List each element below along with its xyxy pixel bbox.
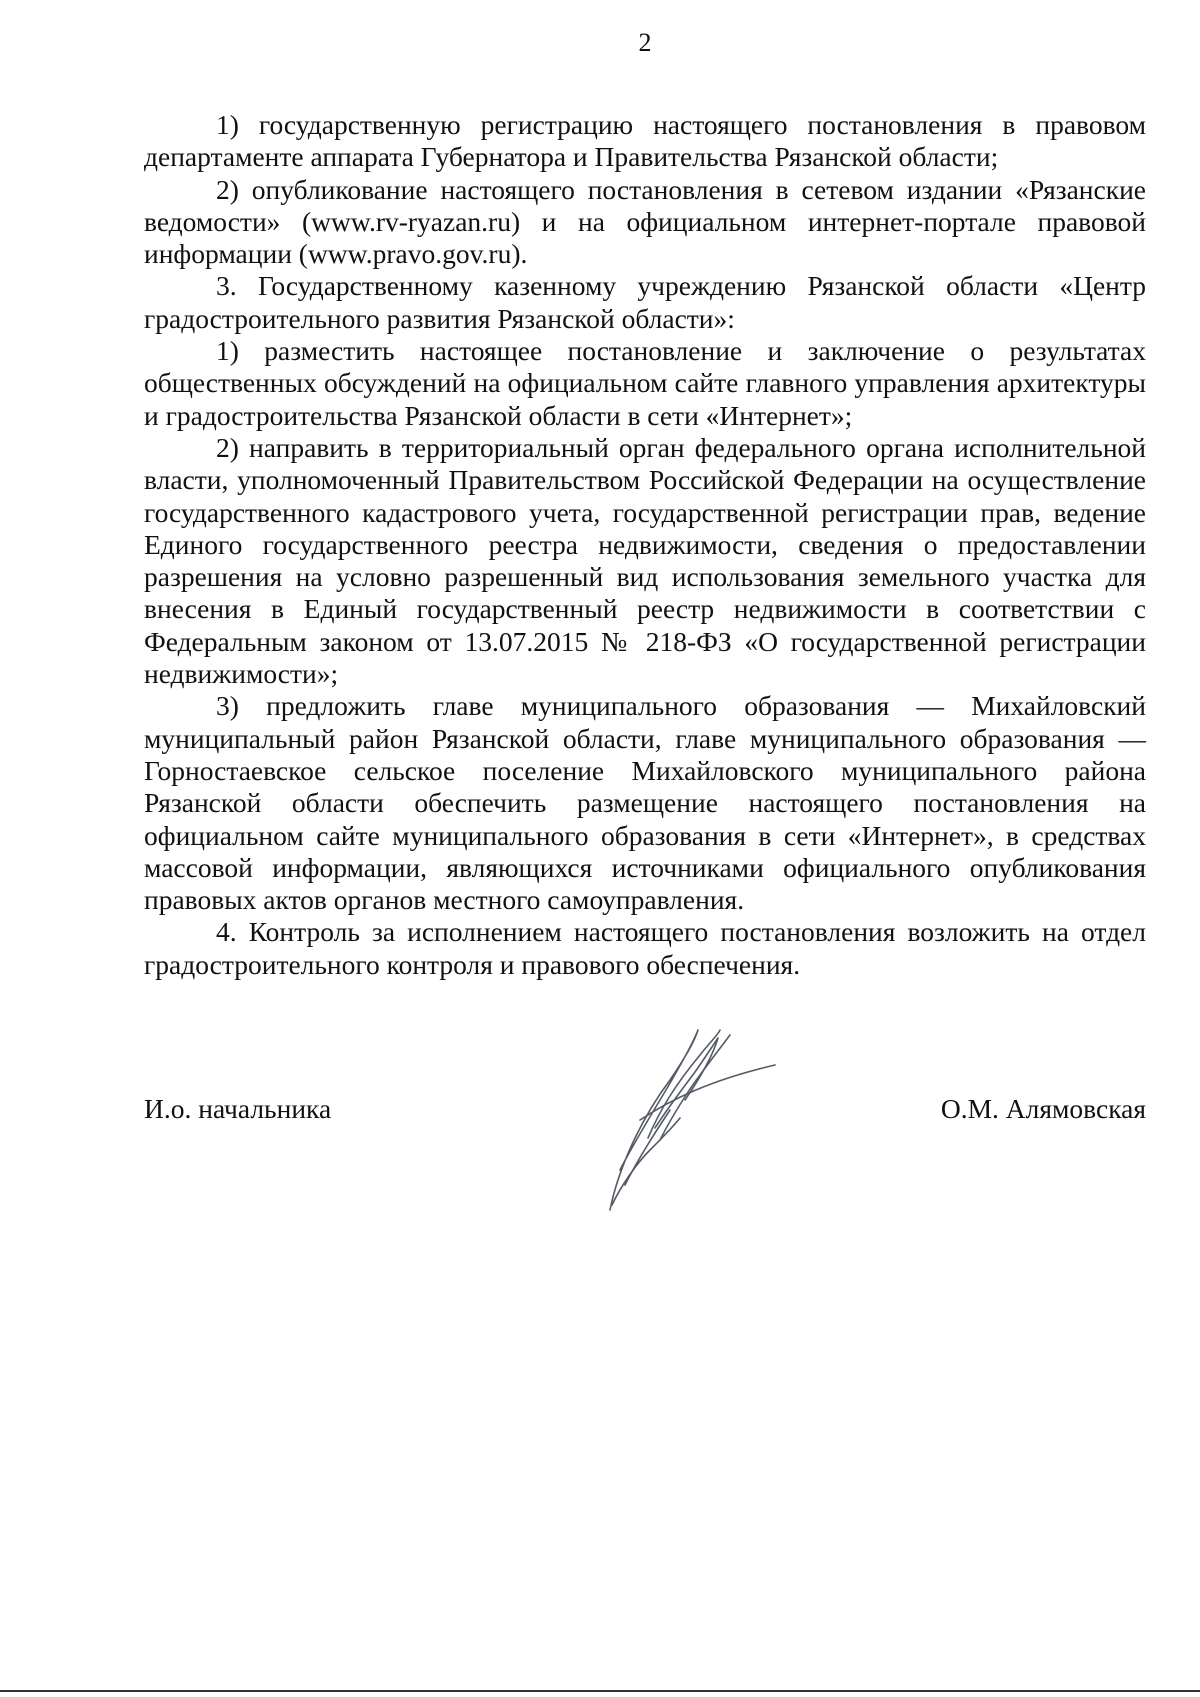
paragraph-publication: 2) опубликование настоящего постановления в сетевом издании «Рязанские ведомости» (www.rv-ryazan.ru) и на официальном интернет-портале правовой информации (www.pravo.gov.ru). xyxy=(144,173,1146,270)
handwritten-signature xyxy=(600,1000,800,1215)
paragraph-propose-municipality: 3) предложить главе муниципального образования — Михайловский муниципальный район Рязанской области, главе муниципального образования — Горностаевское сельское поселение Михайловского муниципального района Рязанской области обеспечить размещение настоящего постановления на официальном сайте муниципального образования в сети «Интернет», в средствах массовой информации, являющихся источниками официального опубликования правовых актов органов местного самоуправления. xyxy=(144,690,1146,916)
paragraph-registration: 1) государственную регистрацию настоящего постановления в правовом департаменте аппарата Губернатора и Правительства Рязанской области; xyxy=(144,109,1146,173)
paragraph-item-3: 3. Государственному казенному учреждению Рязанской области «Центр градостроительного развития Рязанской области»: xyxy=(144,270,1146,334)
paragraph-publish-website: 1) разместить настоящее постановление и заключение о результатах общественных обсуждений на официальном сайте главного управления архитектуры и градостроительства Рязанской области в сети «Интернет»; xyxy=(144,335,1146,431)
paragraph-control: 4. Контроль за исполнением настоящего постановления возложить на отдел градостроительного контроля и правового обеспечения. xyxy=(144,916,1146,980)
signatory-name: О.М. Алямовская xyxy=(940,1093,1146,1124)
page-bottom-edge xyxy=(0,1690,1200,1692)
signatory-position: И.о. начальника xyxy=(144,1093,332,1124)
document-body xyxy=(144,109,1146,981)
paragraph-send-to-authority: 2) направить в территориальный орган федерального органа исполнительной власти, уполномоченный Правительством Российской Федерации на осуществление государственного кадастрового учета, государственной регистрации прав, ведение Единого государственного реестра недвижимости, сведения о предоставлении разрешения на условно разрешенный вид использования земельного участка для внесения в Единый государственный реестр недвижимости в соответствии с Федеральным законом от 13.07.2015 № 218-ФЗ «О государственной регистрации недвижимости»; xyxy=(144,431,1146,690)
page-number: 2 xyxy=(638,28,652,57)
